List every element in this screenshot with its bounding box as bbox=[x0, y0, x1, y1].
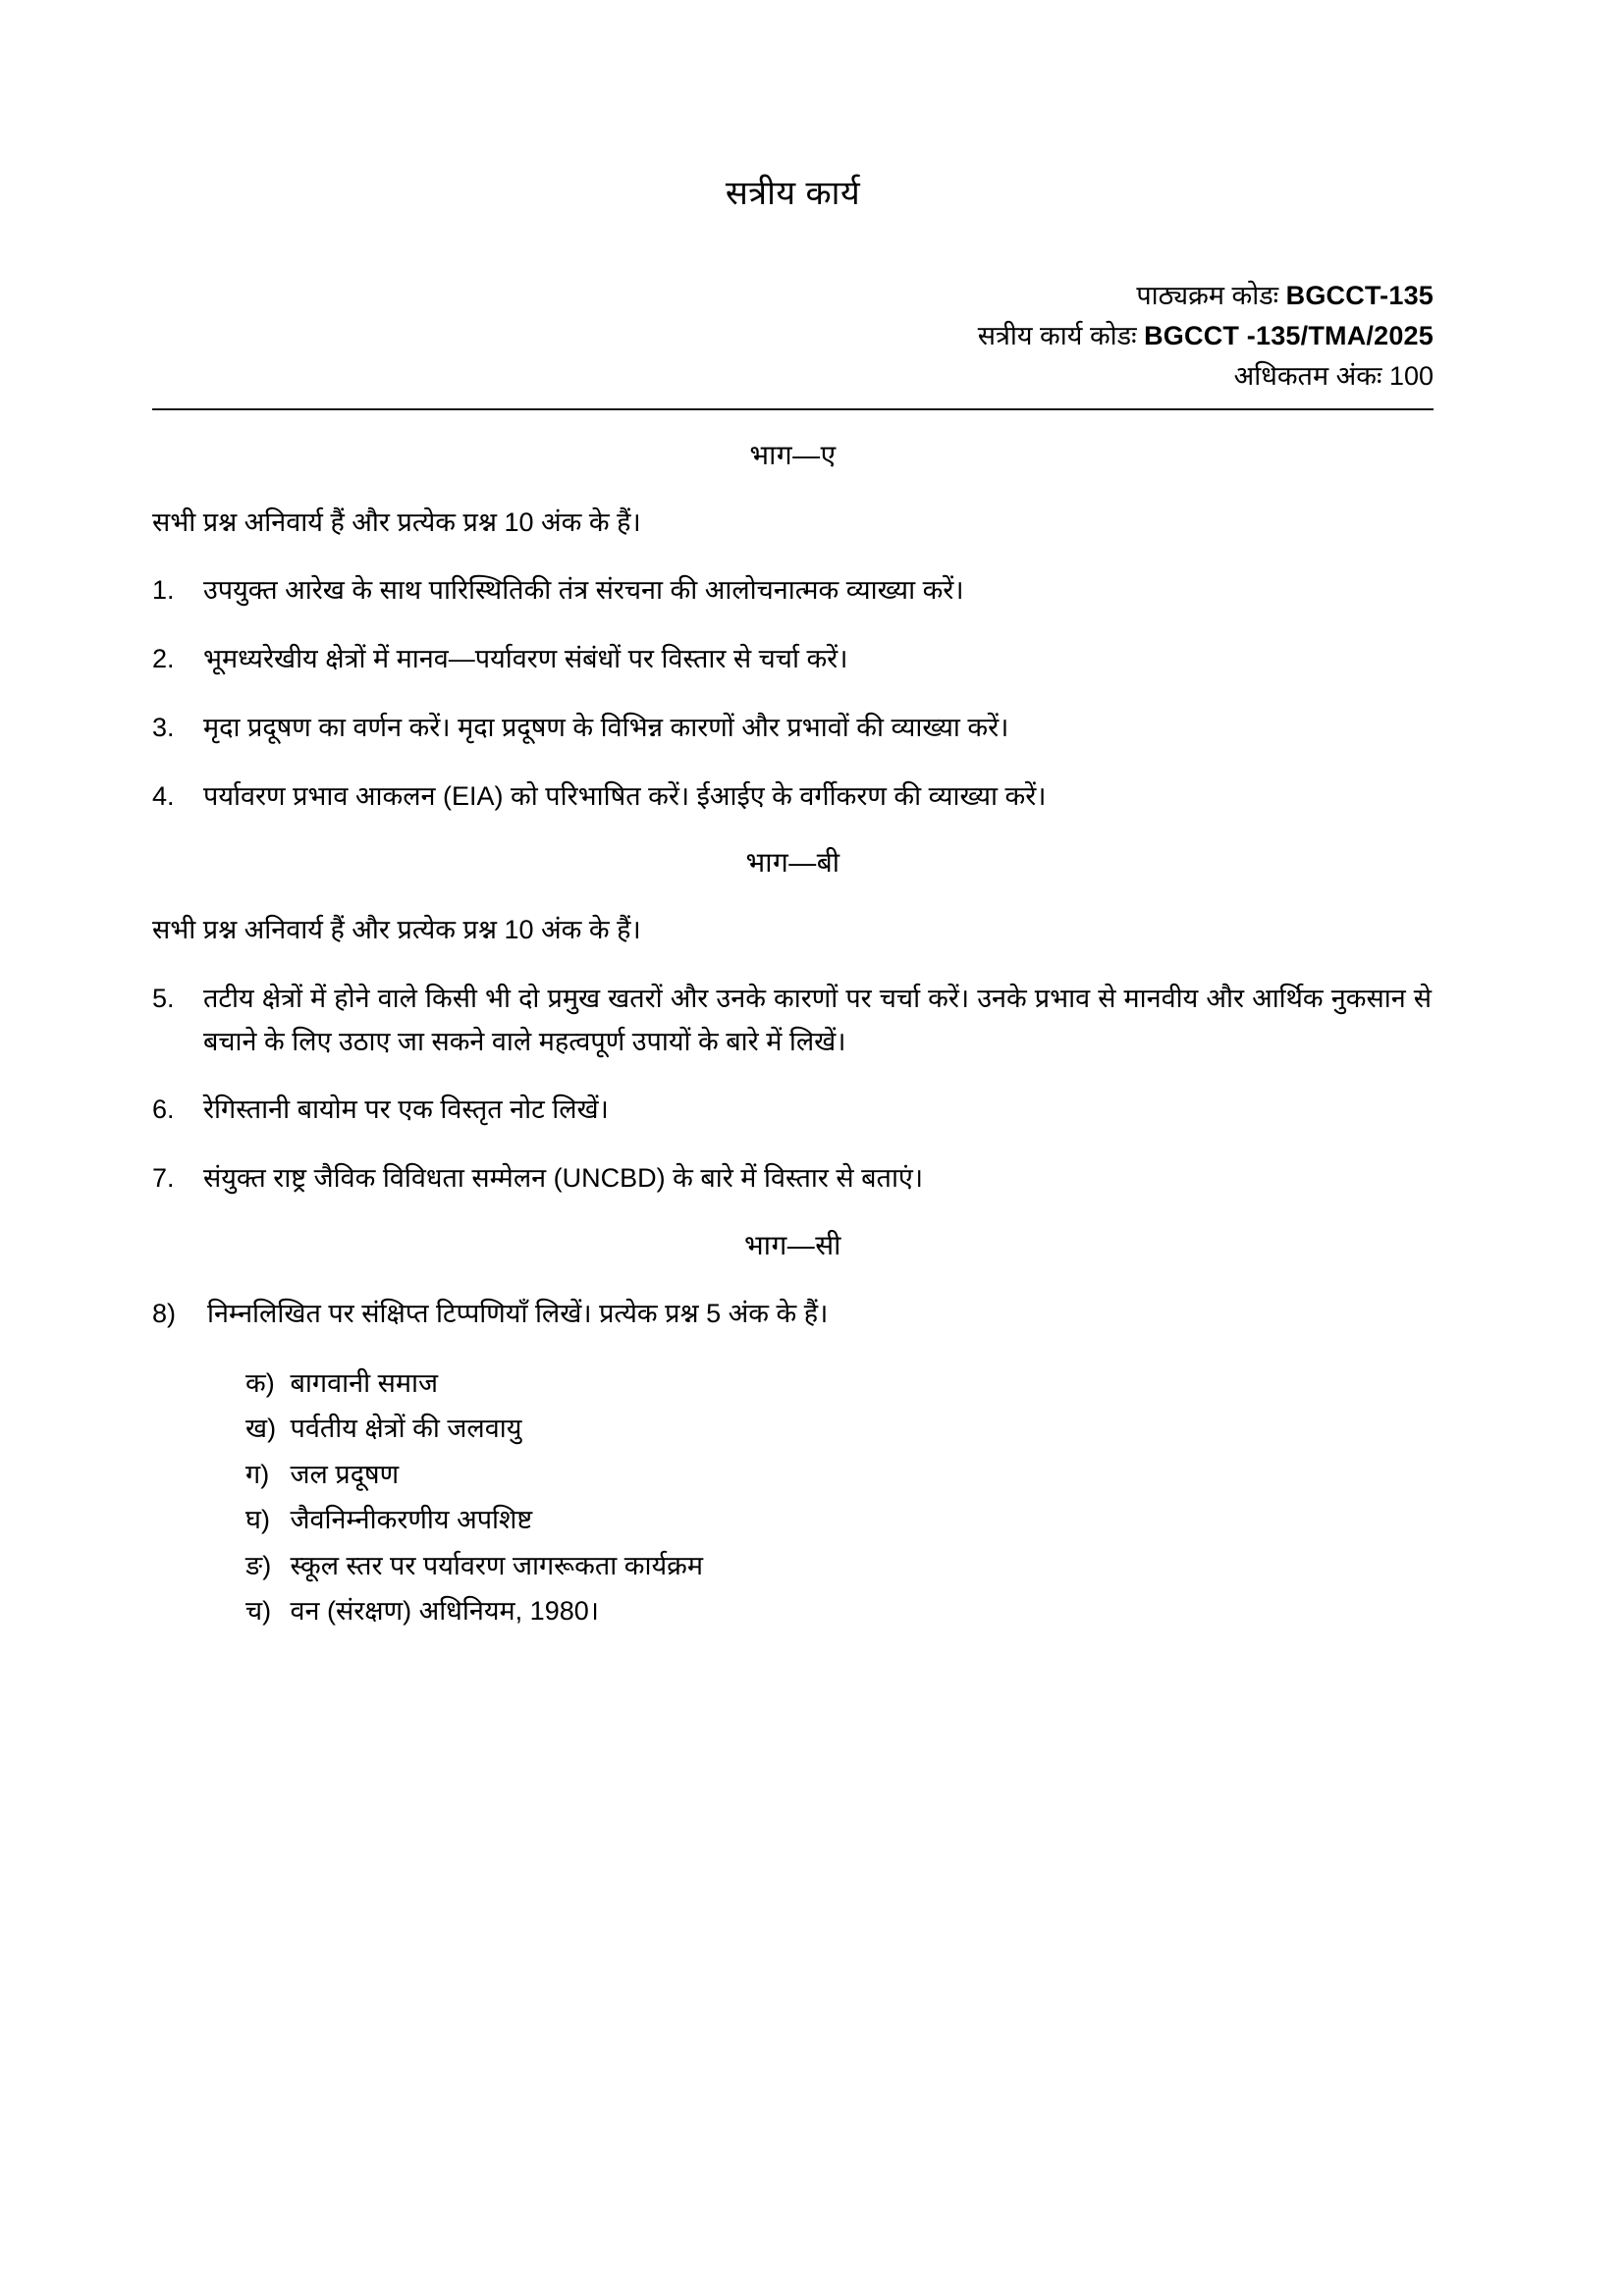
question-number: 7. bbox=[152, 1163, 175, 1194]
question-text: मृदा प्रदूषण का वर्णन करें। मृदा प्रदूषण के विभिन्न कारणों और प्रभावों की व्याख्या करें। bbox=[203, 712, 1009, 742]
maximum-marks-value: 100 bbox=[1388, 360, 1434, 391]
question-item bbox=[152, 638, 1434, 681]
section-heading-part-b: भाग—बी bbox=[745, 847, 840, 879]
question-number: 8) bbox=[152, 1298, 177, 1328]
list-item bbox=[245, 1361, 1434, 1406]
list-item bbox=[245, 1543, 1434, 1588]
meta-row-course-code bbox=[152, 276, 1434, 316]
meta-row-maximum-marks bbox=[152, 356, 1434, 397]
page-title: सत्रीय कार्य bbox=[725, 175, 861, 212]
section-heading-part-c: भाग—सी bbox=[744, 1229, 841, 1260]
question-list-part-b bbox=[152, 978, 1434, 1201]
list-item bbox=[245, 1588, 1434, 1633]
question-list-part-a bbox=[152, 569, 1434, 818]
subitem-label: ख) bbox=[245, 1414, 277, 1444]
page-content bbox=[152, 0, 1434, 1634]
subitem-label: ग) bbox=[245, 1459, 270, 1489]
question-text: उपयुक्त आरेख के साथ पारिस्थितिकी तंत्र संरचना की आलोचनात्मक व्याख्या करें। bbox=[203, 575, 964, 606]
subitem-text: पर्वतीय क्षेत्रों की जलवायु bbox=[290, 1414, 522, 1444]
assignment-meta-block bbox=[152, 276, 1434, 397]
assignment-code-value: BGCCT -135/TMA/2025 bbox=[1144, 320, 1434, 350]
course-code-label: पाठ्यक्रम कोडः bbox=[1136, 280, 1279, 310]
subitem-label: घ) bbox=[245, 1505, 270, 1535]
question-text: पर्यावरण प्रभाव आकलन (EIA) को परिभाषित करें। ईआईए के वर्गीकरण की व्याख्या करें। bbox=[203, 780, 1047, 811]
question-number: 3. bbox=[152, 712, 175, 742]
question-number: 1. bbox=[152, 575, 175, 606]
question-item-8 bbox=[152, 1293, 1434, 1335]
subitem-label: क) bbox=[245, 1368, 275, 1399]
list-item bbox=[245, 1406, 1434, 1451]
question-item bbox=[152, 707, 1434, 750]
question-number: 4. bbox=[152, 780, 175, 811]
subitem-text: वन (संरक्षण) अधिनियम, 1980। bbox=[290, 1596, 599, 1627]
list-item bbox=[245, 1452, 1434, 1497]
subitem-text: जल प्रदूषण bbox=[290, 1459, 400, 1489]
instruction-part-b: सभी प्रश्न अनिवार्य हैं और प्रत्येक प्रश्न 10 अंक के हैं। bbox=[152, 915, 641, 945]
question-number: 6. bbox=[152, 1095, 175, 1125]
question-item bbox=[152, 569, 1434, 613]
maximum-marks-label: अधिकतम अंकः bbox=[1233, 360, 1382, 391]
instruction-part-a: सभी प्रश्न अनिवार्य हैं और प्रत्येक प्रश्न 10 अंक के हैं। bbox=[152, 507, 641, 537]
subitem-label: ङ) bbox=[245, 1550, 272, 1580]
header-divider bbox=[152, 408, 1434, 410]
question-text: निम्नलिखित पर संक्षिप्त टिप्पणियाँ लिखें। प्रत्येक प्रश्न 5 अंक के हैं। bbox=[207, 1298, 829, 1328]
subitem-text: जैवनिम्नीकरणीय अपशिष्ट bbox=[290, 1505, 533, 1535]
meta-row-assignment-code bbox=[152, 316, 1434, 356]
assignment-code-label: सत्रीय कार्य कोडः bbox=[977, 320, 1137, 350]
question-item bbox=[152, 1089, 1434, 1132]
question-text: भूमध्यरेखीय क्षेत्रों में मानव—पर्यावरण संबंधों पर विस्तार से चर्चा करें। bbox=[203, 644, 848, 674]
subitem-text: बागवानी समाज bbox=[290, 1368, 439, 1399]
question-item bbox=[152, 775, 1434, 819]
list-item bbox=[245, 1497, 1434, 1542]
question-number: 5. bbox=[152, 983, 175, 1013]
question-text: रेगिस्तानी बायोम पर एक विस्तृत नोट लिखें। bbox=[203, 1095, 609, 1125]
course-code-value: BGCCT-135 bbox=[1285, 280, 1434, 310]
question-item bbox=[152, 978, 1434, 1063]
question-text: तटीय क्षेत्रों में होने वाले किसी भी दो प्रमुख खतरों और उनके कारणों पर चर्चा करें। उनके प्रभाव से मानवीय और आर्थिक नुकसान से बचाने के लिए उठाए जा सकने वाले महत्वपूर्ण उपायों के बारे में लिखें। bbox=[203, 983, 1432, 1056]
subitem-text: स्कूल स्तर पर पर्यावरण जागरूकता कार्यक्रम bbox=[290, 1550, 704, 1580]
subitem-label: च) bbox=[245, 1596, 272, 1627]
question-number: 2. bbox=[152, 644, 175, 674]
question-text: संयुक्त राष्ट्र जैविक विविधता सम्मेलन (UNCBD) के बारे में विस्तार से बताएं। bbox=[203, 1163, 924, 1194]
question-item bbox=[152, 1157, 1434, 1201]
subitem-list bbox=[152, 1361, 1434, 1634]
section-heading-part-a: भाग—ए bbox=[749, 439, 837, 470]
